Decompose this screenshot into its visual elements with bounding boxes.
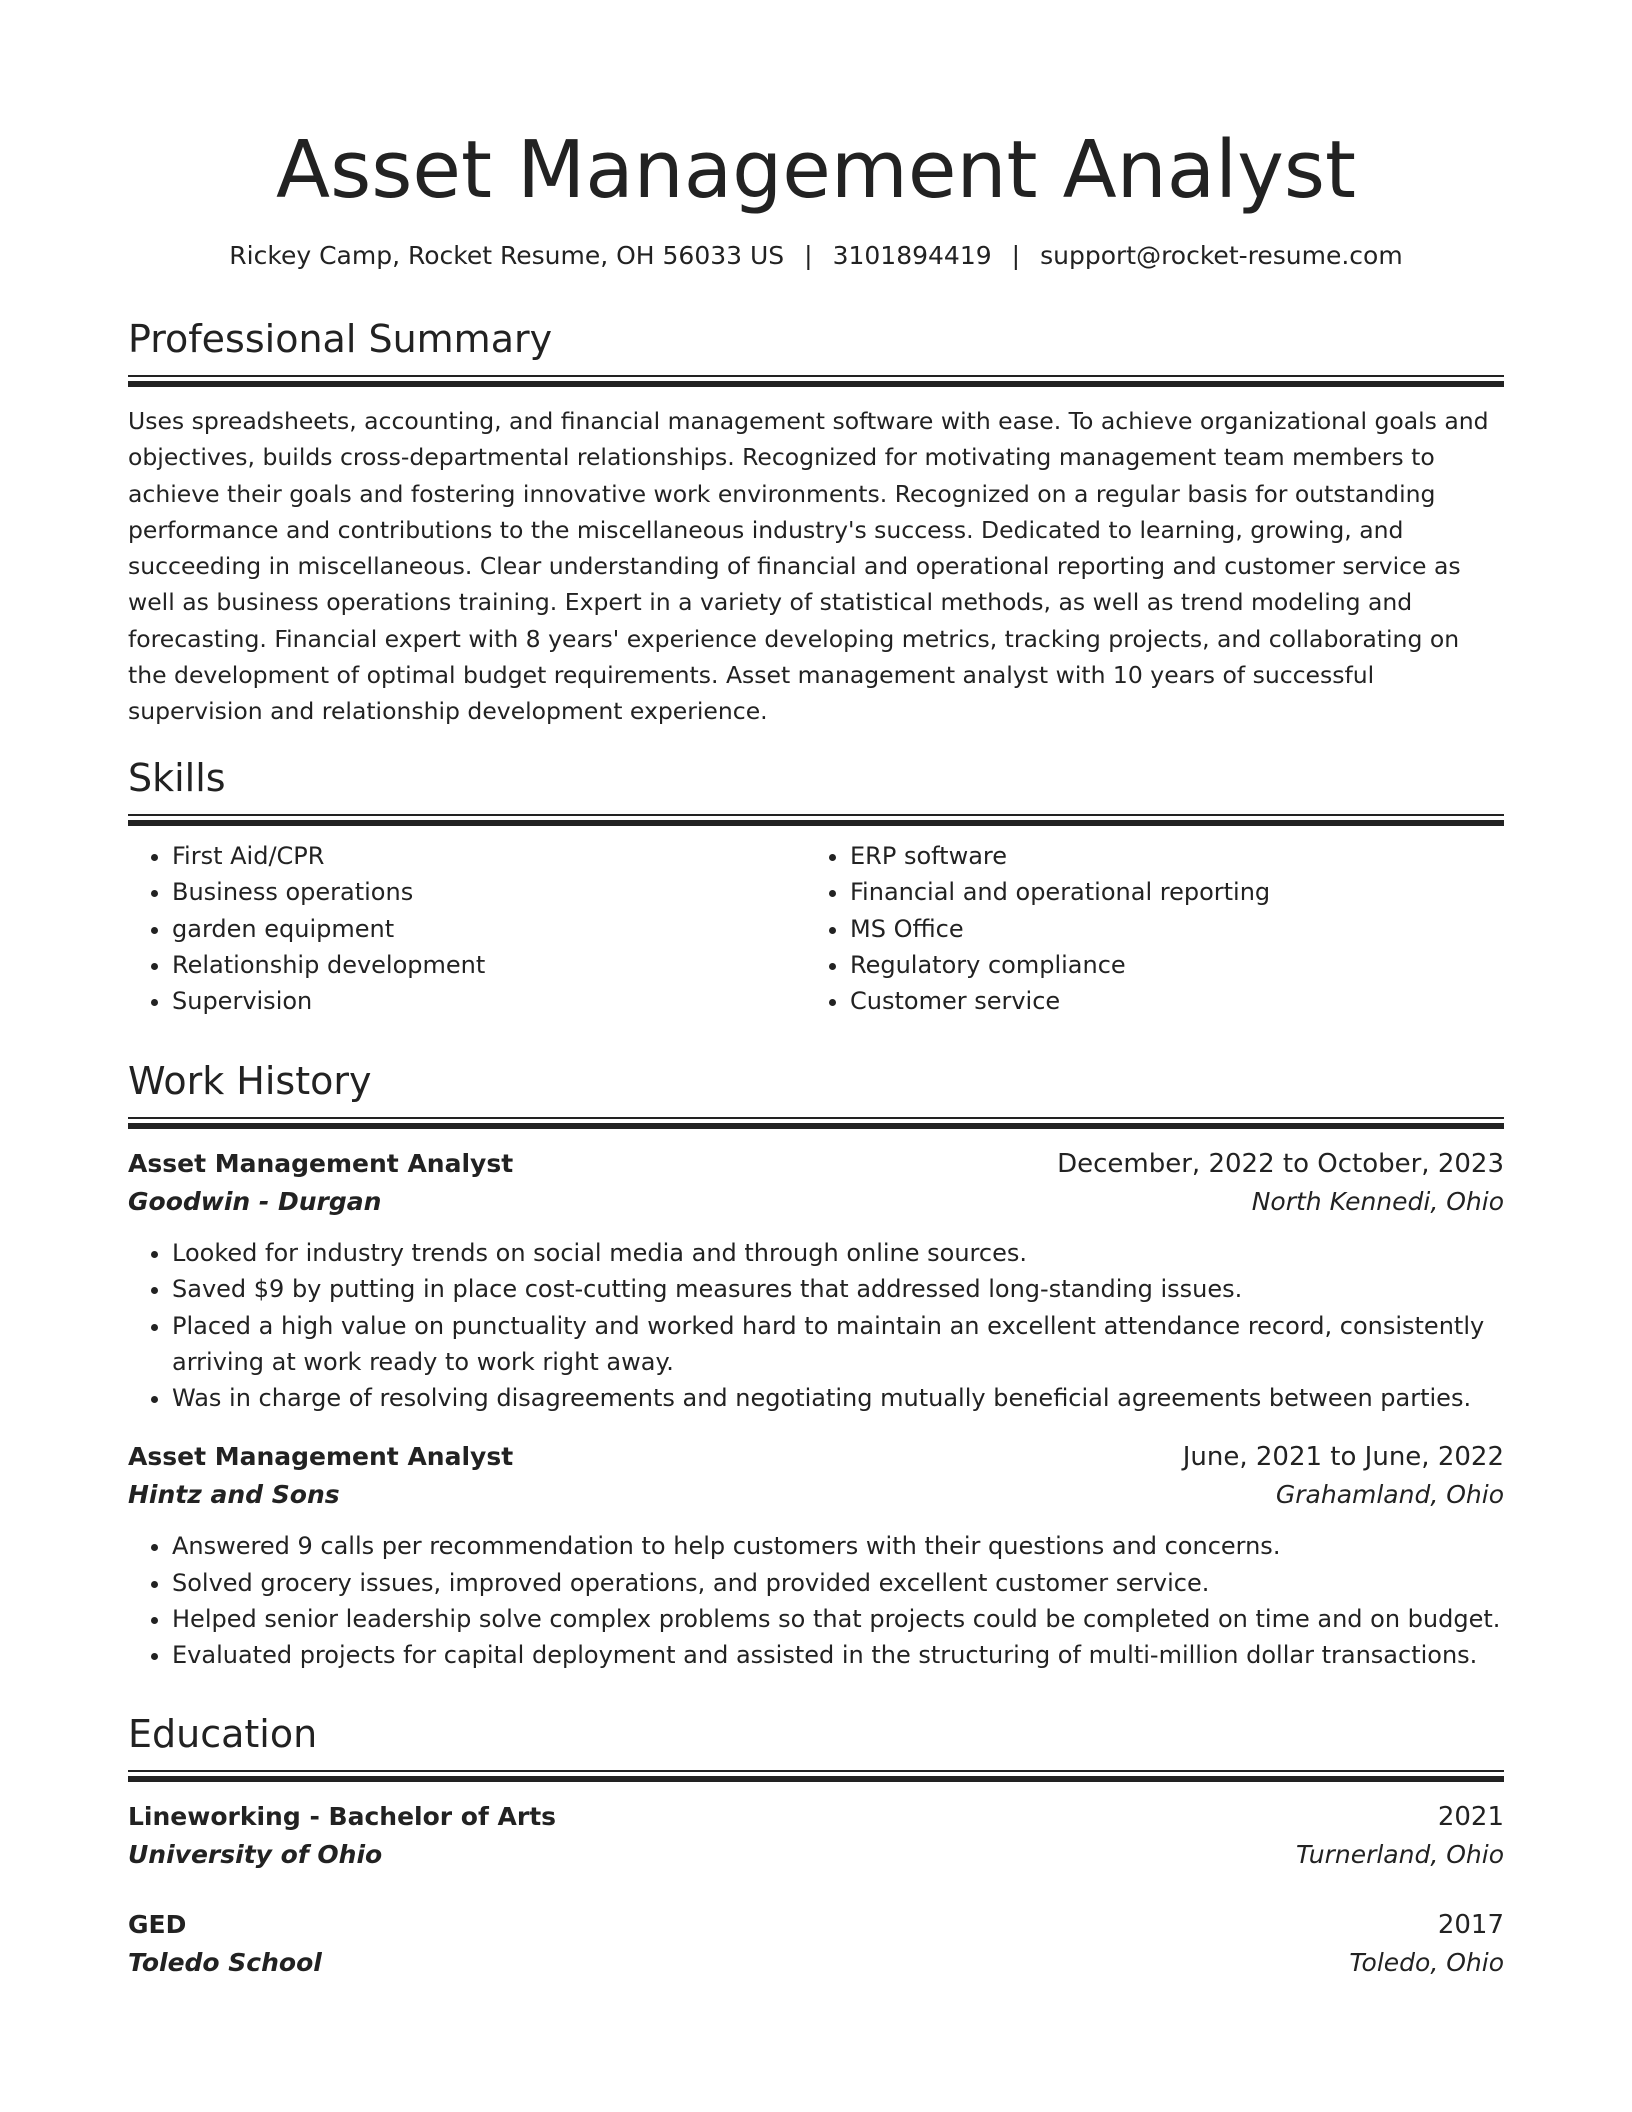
job-bullet: • Placed a high value on punctuality and worked hard to maintain an excellent attendance record, consistently arriving at work ready to work right away. [172, 1308, 1504, 1381]
contact-email[interactable]: support@rocket-resume.com [1040, 241, 1403, 270]
education-degree: GED [128, 1910, 187, 1939]
job-bullets [128, 1528, 1504, 1673]
skill-item: • Financial and operational reporting [850, 874, 1484, 910]
job-subheader-row [128, 1183, 1504, 1221]
skill-item: • Relationship development [172, 947, 806, 983]
contact-separator: | [804, 241, 813, 270]
education-subheader-row [128, 1944, 1504, 1982]
job-bullet: • Solved grocery issues, improved operations, and provided excellent customer service. [172, 1565, 1504, 1601]
summary-section [128, 313, 1504, 730]
work-history-section [128, 1055, 1504, 1674]
contact-address: Rickey Camp, Rocket Resume, OH 56033 US [229, 241, 785, 270]
job-bullets [128, 1235, 1504, 1416]
section-heading-skills: Skills [128, 756, 226, 800]
education-year: 2021 [1437, 1802, 1504, 1832]
education-location: Toledo, Ohio [1349, 1948, 1504, 1977]
job-bullet: • Saved $9 by putting in place cost-cutting measures that addressed long-standing issues. [172, 1271, 1504, 1307]
skill-item: • Supervision [172, 983, 806, 1019]
skill-item: • Regulatory compliance [850, 947, 1484, 983]
contact-separator: | [1011, 241, 1021, 270]
education-header-row [128, 1906, 1504, 1944]
skill-item: • garden equipment [172, 911, 806, 947]
skills-section [128, 752, 1504, 1019]
section-divider [128, 375, 1504, 387]
job-bullet: • Was in charge of resolving disagreements and negotiating mutually beneficial agreements between parties. [172, 1380, 1504, 1416]
education-subheader-row [128, 1836, 1504, 1874]
skills-column-left [128, 838, 806, 1019]
education-location: Turnerland, Ohio [1295, 1840, 1504, 1869]
job-company: Hintz and Sons [128, 1480, 340, 1510]
job-dates: June, 2021 to June, 2022 [1182, 1442, 1504, 1473]
education-header-row [128, 1798, 1504, 1836]
education-school: Toledo School [128, 1948, 322, 1977]
job-header-row [128, 1145, 1504, 1183]
skills-list-left [128, 838, 806, 1019]
education-degree: Lineworking - Bachelor of Arts [128, 1802, 557, 1831]
job-location: Grahamland, Ohio [1275, 1480, 1504, 1510]
section-divider [128, 1770, 1504, 1782]
section-heading-education: Education [128, 1712, 318, 1756]
skills-columns [128, 838, 1504, 1019]
job-header-row [128, 1438, 1504, 1476]
skill-item: • ERP software [850, 838, 1484, 874]
job-bullet: • Looked for industry trends on social media and through online sources. [172, 1235, 1504, 1271]
contact-phone: 3101894419 [832, 241, 992, 270]
education-section [128, 1708, 1504, 1982]
job-company: Goodwin - Durgan [128, 1187, 382, 1216]
job-bullet: • Answered 9 calls per recommendation to help customers with their questions and concerns. [172, 1528, 1504, 1564]
job-dates: December, 2022 to October, 2023 [1057, 1149, 1504, 1179]
job-title: Asset Management Analyst [128, 1149, 514, 1178]
skill-item: • Customer service [850, 983, 1484, 1019]
education-entry [128, 1906, 1504, 1982]
job-entry [128, 1438, 1504, 1673]
skills-column-right [806, 838, 1484, 1019]
job-bullet: • Evaluated projects for capital deployment and assisted in the structuring of multi-million dollar transactions. [172, 1637, 1504, 1673]
skills-list-right [806, 838, 1484, 1019]
job-title: Asset Management Analyst [128, 1442, 514, 1472]
skill-item: • MS Office [850, 911, 1484, 947]
job-location: North Kennedi, Ohio [1251, 1187, 1504, 1216]
skill-item: • First Aid/CPR [172, 838, 806, 874]
section-divider [128, 1117, 1504, 1129]
skill-item: • Business operations [172, 874, 806, 910]
resume-title: Asset Management Analyst [276, 124, 1356, 216]
education-school: University of Ohio [128, 1840, 383, 1869]
section-heading-summary: Professional Summary [128, 317, 553, 361]
section-divider [128, 814, 1504, 826]
education-entry [128, 1798, 1504, 1874]
education-year: 2017 [1437, 1910, 1504, 1940]
job-subheader-row [128, 1476, 1504, 1514]
summary-text: Uses spreadsheets, accounting, and financial management software with ease. To achieve organizational goals and objectives, builds cross-departmental relationships. Recognized for motivating management team members to achieve their goals and fostering innovative work environments. Recognized on a regular basis for outstanding performance and contributions to the miscellaneous industry's success. Dedicated to learning, growing, and succeeding in miscellaneous. Clear understanding of financial and operational reporting and customer service as well as business operations training. Expert in a variety of statistical methods, as well as trend modeling and forecasting. Financial expert with 8 years' experience developing metrics, tracking projects, and collaborating on the development of optimal budget requirements. Asset management analyst with 10 years of successful supervision and relationship development experience. [128, 407, 1489, 726]
job-entry [128, 1145, 1504, 1416]
contact-line [128, 238, 1504, 274]
section-heading-work: Work History [128, 1059, 372, 1103]
job-bullet: • Helped senior leadership solve complex problems so that projects could be completed on time and on budget. [172, 1601, 1504, 1637]
